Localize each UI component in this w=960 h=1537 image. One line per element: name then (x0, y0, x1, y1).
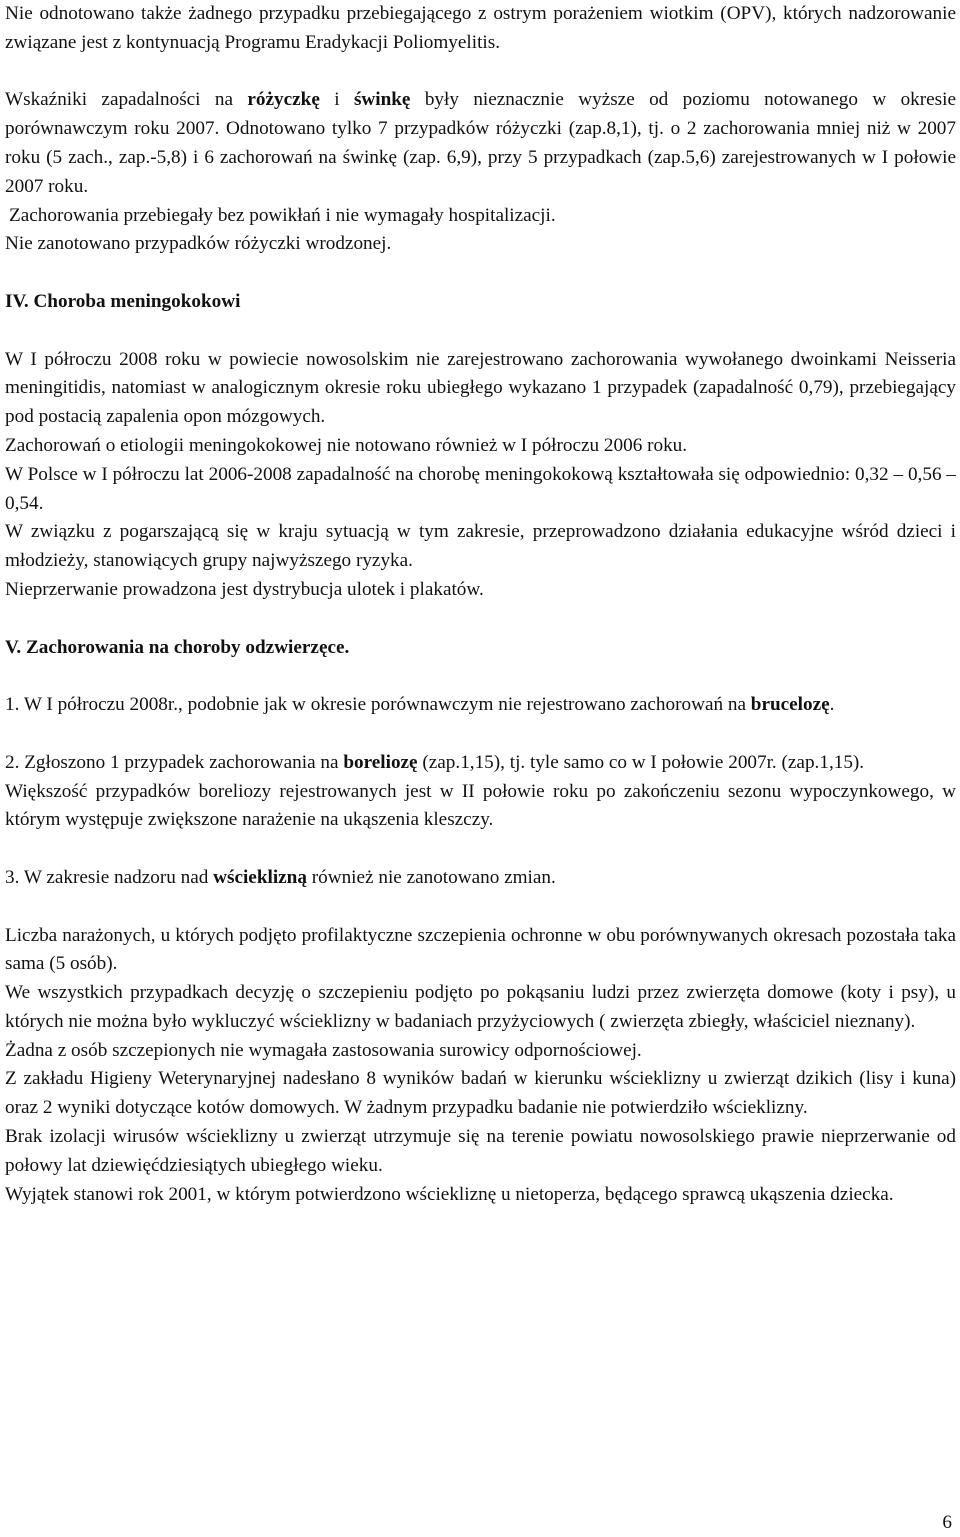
paragraph-exception-2001: Wyjątek stanowi rok 2001, w którym potwierdzono wściekliznę u nietoperza, będącego sprawcą ukąszenia dziecka. (5, 1183, 894, 1205)
paragraph-education-actions: W związku z pogarszającą się w kraju sytuacją w tym zakresie, przeprowadzono działania edukacyjne wśród dzieci i młodzieży, stanowiących grupy najwyższego ryzyka. (5, 521, 956, 572)
paragraph-congenital-rubella: Nie zanotowano przypadków różyczki wrodzonej. (5, 233, 392, 255)
paragraph-brucellosis (5, 691, 956, 720)
spacer (5, 605, 956, 634)
text-span: 1. W I półroczu 2008r., podobnie jak w okresie porównawczym nie rejestrowano zachorowań na (5, 694, 751, 716)
spacer (5, 317, 956, 346)
spacer (5, 720, 956, 749)
text-span: były nieznacznie wyższe od poziomu notowanego w okresie porównawczym roku 2007. Odnotowano tylko 7 przypadków różyczki (zap.8,1), tj. o 2 zachorowania mniej niż w 2007 roku (5 zach., zap.-5,8) i 6 zachorowań na świnkę (zap. 6,9), przy 5 przypadkach (zap.5,6) zarejestrowanych w I połowie 2007 roku. (5, 89, 956, 197)
bold-term-brucellosis: brucelozę (750, 694, 830, 716)
paragraph-vaccination-decisions: We wszystkich przypadkach decyzję o szczepieniu podjęto po pokąsaniu ludzi przez zwierzęta domowe (koty i psy), u których nie można było wykluczyć wścieklizny w badaniach przyżyciowych ( zwierzęta zbiegły, właściciel nieznany). (5, 982, 956, 1032)
spacer (5, 259, 956, 288)
paragraph-no-complications: Zachorowania przebiegały bez powikłań i nie wymagały hospitalizacji. (9, 204, 556, 226)
paragraph-borreliosis (5, 749, 956, 778)
text-span: 2. Zgłoszono 1 przypadek zachorowania na (5, 751, 344, 773)
text-span: 3. W zakresie nadzoru nad (5, 866, 214, 888)
bold-term-borreliosis: boreliozę (343, 751, 418, 773)
spacer (5, 58, 956, 87)
paragraph-leaflets: Nieprzerwanie prowadzona jest dystrybucja ulotek i plakatów. (5, 578, 484, 600)
paragraph-borreliosis-season: Większość przypadków boreliozy rejestrowanych jest w II połowie roku po zakończeniu sezonu wypoczynkowego, w którym występuje zwiększone narażenie na ukąszenia kleszczy. (5, 780, 956, 831)
text-span: (zap.1,15), tj. tyle samo co w I połowie 2007r. (zap.1,15). (417, 751, 865, 773)
bold-term-rabies: wścieklizną (213, 866, 307, 888)
bold-term-rubella: różyczkę (247, 89, 320, 111)
paragraph-exposed-count: Liczba narażonych, u których podjęto profilaktyczne szczepienia ochronne w obu porównywanych okresach pozostała taka sama (5 osób). (5, 924, 956, 975)
spacer (5, 662, 956, 691)
paragraph-polio: Nie odnotowano także żadnego przypadku przebiegającego z ostrym porażeniem wiotkim (OPV), których nadzorowanie związane jest z kontynuacją Programu Eradykacji Poliomyelitis. (5, 3, 956, 53)
text-span: . (829, 694, 835, 716)
section-heading-zoonoses: V. Zachorowania na choroby odzwierzęce. (5, 636, 350, 658)
paragraph-vet-results: Z zakładu Higieny Weterynaryjnej nadesłano 8 wyników badań w kierunku wścieklizny u zwierząt dzikich (lisy i kuna) oraz 2 wyniki dotyczące kotów domowych. W żadnym przypadku badanie nie potwierdziło wścieklizny. (5, 1068, 956, 1119)
paragraph-no-isolation: Brak izolacji wirusów wścieklizny u zwierząt utrzymuje się na terenie powiatu nowosolskiego prawie nieprzerwanie od połowy lat dziewięćdziesiątych ubiegłego wieku. (5, 1126, 956, 1176)
text-span: również nie zanotowano zmian. (306, 866, 556, 888)
bold-term-mumps: świnkę (353, 89, 411, 111)
text-span: i (319, 89, 354, 111)
page-number: 6 (942, 1512, 952, 1533)
section-heading-meningococcal: IV. Choroba meningokokowi (5, 290, 241, 312)
paragraph-no-serum: Żadna z osób szczepionych nie wymagała zastosowania surowicy odpornościowej. (5, 1039, 642, 1061)
spacer (5, 893, 956, 922)
spacer (5, 835, 956, 864)
paragraph-meningococcal-poland: W Polsce w I półroczu lat 2006-2008 zapadalność na chorobę meningokokową kształtowała się odpowiednio: 0,32 – 0,56 – 0,54. (5, 463, 956, 514)
text-span: Wskaźniki zapadalności na (5, 89, 248, 111)
paragraph-meningococcal-2008: W I półroczu 2008 roku w powiecie nowosolskim nie zarejestrowano zachorowania wywołanego dwoinkami Neisseria meningitidis, natomiast w analogicznym okresie roku ubiegłego wykazano 1 przypadek (zapadalność 0,79), przebiegający pod postacią zapalenia opon mózgowych. (5, 348, 956, 428)
paragraph-rabies-supervision (5, 864, 956, 893)
paragraph-meningococcal-2006: Zachorowań o etiologii meningokokowej nie notowano również w I półroczu 2006 roku. (5, 434, 688, 456)
paragraph-rubella-mumps (5, 86, 956, 201)
